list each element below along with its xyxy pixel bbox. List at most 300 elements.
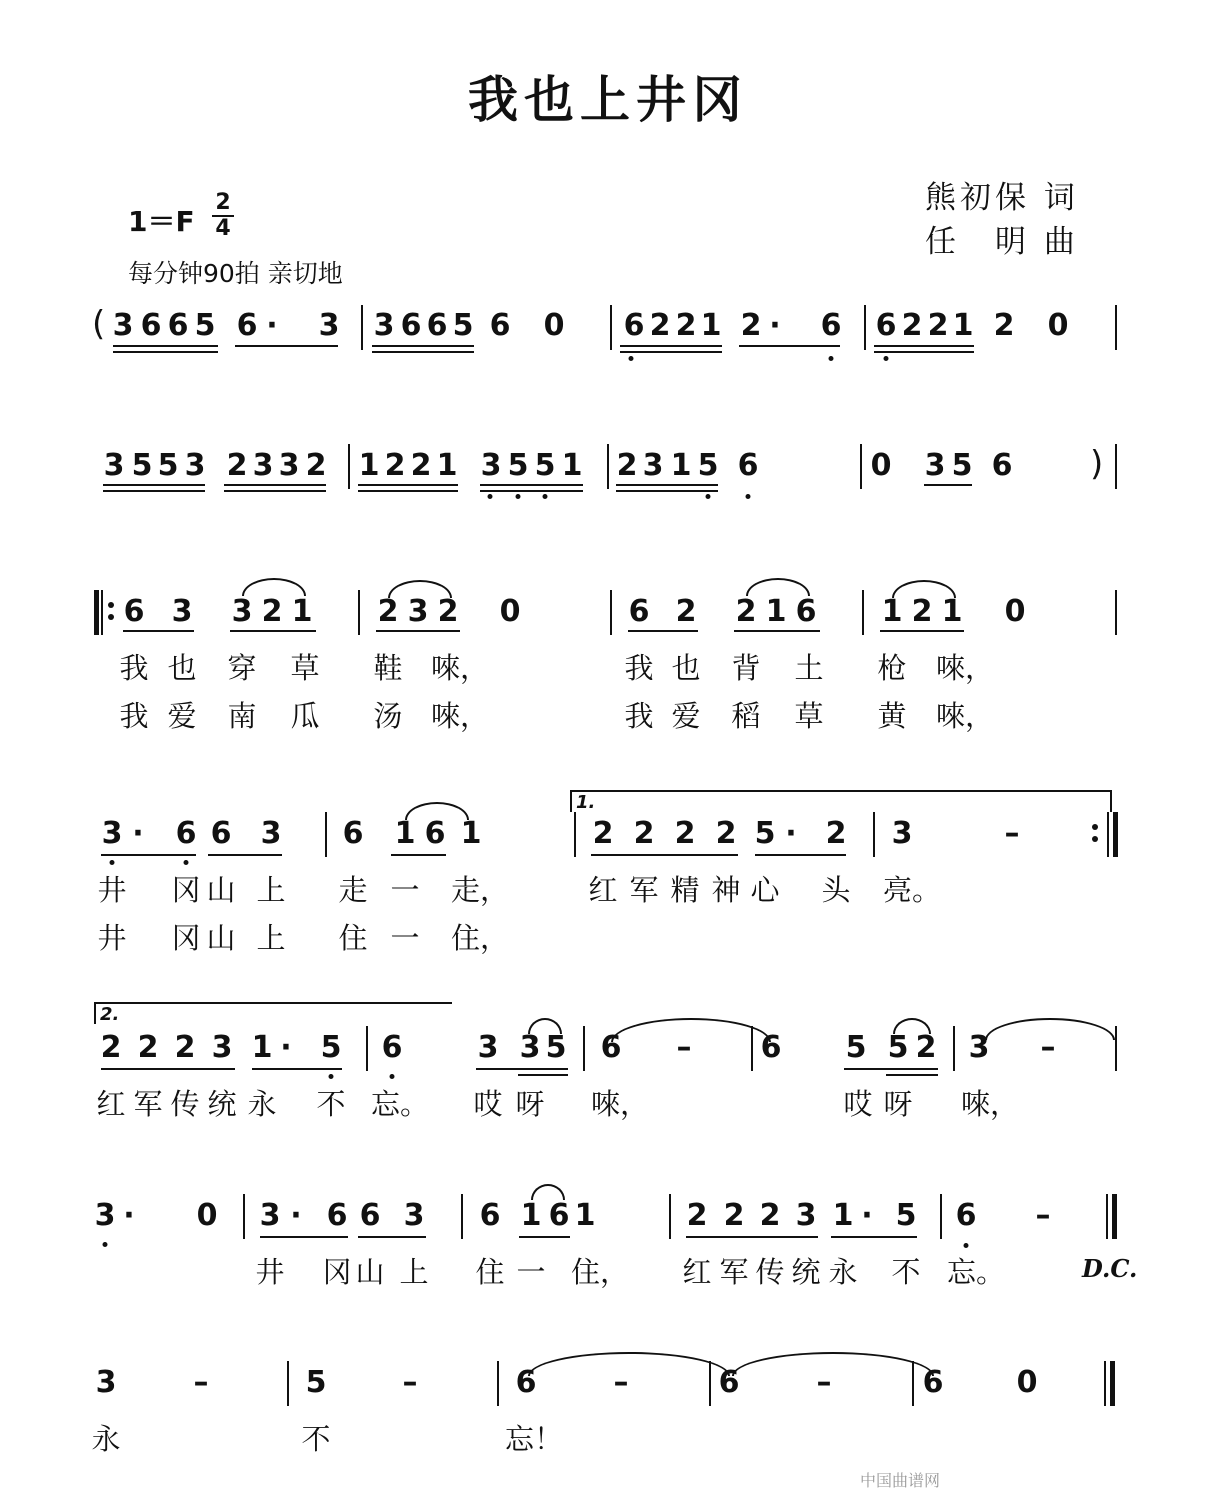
note: 6 [426, 308, 448, 343]
barline [1115, 590, 1117, 635]
barline [1113, 812, 1118, 857]
low-octave-dot [329, 1074, 334, 1079]
note: 3 [94, 1198, 116, 1233]
note: 3 [252, 448, 274, 483]
barline [669, 1194, 671, 1239]
note: 3 [260, 816, 282, 851]
note: · [132, 816, 144, 851]
da-capo-mark: D.C. [1082, 1254, 1138, 1283]
slur-tie [611, 1018, 771, 1042]
note: – [1004, 816, 1020, 851]
lyric: 走 [338, 873, 368, 907]
low-octave-dot [103, 1242, 108, 1247]
note: 3 [101, 816, 123, 851]
beam-underline [734, 630, 820, 632]
note: 3 [171, 594, 193, 629]
slur-tie [405, 802, 469, 820]
lyric: 不 [301, 1422, 331, 1456]
beam-underline [358, 484, 458, 486]
beam-underline [260, 1236, 348, 1238]
note: 3 [968, 1030, 990, 1065]
note: · [861, 1198, 873, 1233]
note: 2 [305, 448, 327, 483]
barline [348, 444, 350, 489]
lyric-verse2: 一 [390, 921, 420, 955]
lyric: 鞋 [373, 651, 403, 685]
slur-tie [242, 578, 306, 596]
lyric: 土 [794, 651, 824, 685]
note: · [769, 308, 781, 343]
barline [574, 812, 576, 857]
note: 2 [911, 594, 933, 629]
beam-underline [208, 854, 282, 856]
lyric: 唻， [935, 651, 995, 685]
lyric: 也 [671, 651, 701, 685]
low-octave-dot [110, 860, 115, 865]
note: 5 [697, 448, 719, 483]
lyric: 红 [682, 1255, 712, 1289]
lyric: 忘。 [370, 1087, 430, 1121]
lyric: 统 [207, 1087, 237, 1121]
note: 3 [278, 448, 300, 483]
note: 6 [623, 308, 645, 343]
note: 0 [543, 308, 565, 343]
beam-underline [886, 1074, 938, 1076]
barline [461, 1194, 463, 1239]
lyric-verse2: 瓜 [290, 699, 320, 733]
note: 2 [715, 816, 737, 851]
barline [610, 305, 612, 350]
note: 3 [480, 448, 502, 483]
note: 6 [548, 1198, 570, 1233]
note: 5 [845, 1030, 867, 1065]
note: 6 [140, 308, 162, 343]
lyric: 头 [821, 873, 851, 907]
barline [860, 444, 862, 489]
note: 6 [628, 594, 650, 629]
note: 2 [723, 1198, 745, 1233]
volta1-label: 1. [576, 792, 596, 813]
barline [94, 590, 99, 635]
note: 2 [137, 1030, 159, 1065]
lyric: 山 [355, 1255, 385, 1289]
beam-underline [518, 1074, 568, 1076]
note: 6 [342, 816, 364, 851]
beam-underline [235, 345, 338, 347]
barline [366, 1026, 368, 1071]
note: 1 [436, 448, 458, 483]
note: – [816, 1365, 832, 1400]
watermark: 中国曲谱网 [860, 1471, 941, 1490]
lyric: 红 [588, 873, 618, 907]
lyric-verse2: 草 [794, 699, 824, 733]
barline [1115, 444, 1117, 489]
slur-tie [528, 1352, 730, 1376]
beam-underline [874, 345, 974, 347]
lyric: 哎 [843, 1087, 873, 1121]
note: 6 [600, 1030, 622, 1065]
low-octave-dot [629, 356, 634, 361]
barline [1112, 1194, 1117, 1239]
lyric: 红 [96, 1087, 126, 1121]
lyric-verse2: 黄 [877, 699, 907, 733]
note: 5 [507, 448, 529, 483]
lyric-verse2: 我 [624, 699, 654, 733]
lyric: 一 [516, 1255, 546, 1289]
note: 6 [359, 1198, 381, 1233]
lyric: 草 [290, 651, 320, 685]
lyric-verse2: 我 [119, 699, 149, 733]
lyric: 枪 [877, 651, 907, 685]
lyric: 军 [629, 873, 659, 907]
lyric-verse2: 井 [97, 921, 127, 955]
lyric: 哎 [473, 1087, 503, 1121]
note: 0 [499, 594, 521, 629]
barline [610, 590, 612, 635]
repeat-dots [108, 596, 114, 626]
barline [101, 590, 103, 635]
note: 6 [991, 448, 1013, 483]
beam-underline [358, 490, 458, 492]
lyric: 唻， [590, 1087, 650, 1121]
lyric: 住 [475, 1255, 505, 1289]
lyric: 冈 [322, 1255, 352, 1289]
barline [287, 1361, 289, 1406]
note: 2 [740, 308, 762, 343]
lyric: 井 [255, 1255, 285, 1289]
beam-underline [123, 630, 194, 632]
barline [953, 1026, 955, 1071]
note: 2 [261, 594, 283, 629]
barline [361, 305, 363, 350]
volta-second-ending [94, 1002, 452, 1024]
note: 3 [519, 1030, 541, 1065]
barline [607, 444, 609, 489]
lyric-verse2: 南 [227, 699, 257, 733]
note: 2 [674, 816, 696, 851]
barline [1104, 1361, 1106, 1406]
note: 2 [993, 308, 1015, 343]
note: – [613, 1365, 629, 1400]
note: · [280, 1030, 292, 1065]
beam-underline [616, 484, 718, 486]
low-octave-dot [829, 356, 834, 361]
key-signature: 1＝F [128, 205, 195, 238]
lyric: 统 [791, 1255, 821, 1289]
beam-underline [101, 1068, 235, 1070]
note: · [785, 816, 797, 851]
note: 2 [437, 594, 459, 629]
note: 6 [479, 1198, 501, 1233]
lyric: 传 [170, 1087, 200, 1121]
low-octave-dot [543, 494, 548, 499]
note: 6 [737, 448, 759, 483]
lyric: 精 [670, 873, 700, 907]
beam-underline [113, 351, 218, 353]
lyric: 唻， [960, 1087, 1020, 1121]
time-numerator: 2 [215, 190, 231, 215]
low-octave-dot [184, 860, 189, 865]
beam-underline [476, 1068, 568, 1070]
note: 2 [915, 1030, 937, 1065]
beam-underline [628, 630, 698, 632]
barline [497, 1361, 499, 1406]
note: 1 [574, 1198, 596, 1233]
note: 1 [394, 816, 416, 851]
slur-tie [893, 1018, 931, 1034]
beam-underline [755, 854, 846, 856]
note: 3 [211, 1030, 233, 1065]
beam-underline [224, 484, 326, 486]
lyric-verse2: 上 [256, 921, 286, 955]
beam-underline [391, 854, 446, 856]
low-octave-dot [746, 494, 751, 499]
beam-underline [372, 351, 474, 353]
barline [864, 305, 866, 350]
barline [862, 590, 864, 635]
note: 6 [820, 308, 842, 343]
lyric: 井 [97, 873, 127, 907]
lyric-verse2: 住 [338, 921, 368, 955]
beam-underline [924, 484, 972, 486]
note: 6 [167, 308, 189, 343]
note: 3 [407, 594, 429, 629]
note: 3 [924, 448, 946, 483]
note: 2 [759, 1198, 781, 1233]
note: 1 [561, 448, 583, 483]
volta2-label: 2. [100, 1004, 120, 1025]
note: 1 [520, 1198, 542, 1233]
low-octave-dot [964, 1243, 969, 1248]
note: 5 [754, 816, 776, 851]
note: – [676, 1030, 692, 1065]
note: 5 [194, 308, 216, 343]
note: 3 [103, 448, 125, 483]
note: 1 [700, 308, 722, 343]
beam-underline [358, 1236, 426, 1238]
note: 2 [686, 1198, 708, 1233]
barline [1115, 1026, 1117, 1071]
note: 1 [251, 1030, 273, 1065]
note: 5 [305, 1365, 327, 1400]
slur-tie [388, 580, 452, 598]
lyric-verse2: 爱 [167, 699, 197, 733]
barline [1107, 812, 1109, 857]
note: 5 [951, 448, 973, 483]
note: 5 [895, 1198, 917, 1233]
beam-underline [376, 630, 460, 632]
note: 6 [795, 594, 817, 629]
beam-underline [686, 1236, 818, 1238]
beam-underline [620, 351, 722, 353]
beam-underline [480, 490, 583, 492]
note: 6 [123, 594, 145, 629]
note: 6 [922, 1365, 944, 1400]
note: 0 [1004, 594, 1026, 629]
lyric-verse2: 唻， [430, 699, 490, 733]
lyric: 一 [390, 873, 420, 907]
note: 5 [534, 448, 556, 483]
lyric: 山 [206, 873, 236, 907]
note: · [266, 308, 278, 343]
barline [325, 812, 327, 857]
low-octave-dot [488, 494, 493, 499]
lyric: 背 [731, 651, 761, 685]
note: 6 [175, 816, 197, 851]
barline [1115, 305, 1117, 350]
note: 1 [460, 816, 482, 851]
lyric-verse2: 冈 [171, 921, 201, 955]
beam-underline [230, 630, 316, 632]
barline [1106, 1194, 1108, 1239]
note: 3 [477, 1030, 499, 1065]
note: 1 [291, 594, 313, 629]
note: 0 [870, 448, 892, 483]
note: 3 [231, 594, 253, 629]
barline [940, 1194, 942, 1239]
slur-tie [531, 1184, 565, 1200]
barline [358, 590, 360, 635]
note: 6 [236, 308, 258, 343]
close-paren: ) [1090, 444, 1104, 484]
note: 3 [95, 1365, 117, 1400]
time-denominator: 4 [215, 216, 231, 241]
note: 1 [952, 308, 974, 343]
beam-underline [252, 1068, 342, 1070]
beam-underline [480, 484, 583, 486]
slur-tie [985, 1018, 1115, 1040]
low-octave-dot [706, 494, 711, 499]
lyric: 冈 [171, 873, 201, 907]
slur-tie [528, 1018, 562, 1034]
barline [243, 1194, 245, 1239]
note: – [1040, 1030, 1056, 1065]
note: 3 [318, 308, 340, 343]
lyric: 忘。 [946, 1255, 1006, 1289]
lyric: 永 [828, 1255, 858, 1289]
note: 2 [592, 816, 614, 851]
lyric: 永 [247, 1087, 277, 1121]
lyric: 我 [624, 651, 654, 685]
beam-underline [101, 854, 196, 856]
note: 2 [825, 816, 847, 851]
note: 3 [184, 448, 206, 483]
note: 2 [100, 1030, 122, 1065]
note: 6 [400, 308, 422, 343]
note: 0 [1047, 308, 1069, 343]
slur-tie [746, 578, 810, 596]
note: 2 [675, 308, 697, 343]
note: 2 [226, 448, 248, 483]
lyric: 也 [167, 651, 197, 685]
note: 2 [616, 448, 638, 483]
note: 5 [131, 448, 153, 483]
note: 6 [955, 1198, 977, 1233]
lyric-verse2: 住， [450, 921, 510, 955]
note: · [290, 1198, 302, 1233]
note: – [193, 1365, 209, 1400]
beam-underline [880, 630, 964, 632]
note: 6 [760, 1030, 782, 1065]
note: 6 [489, 308, 511, 343]
slur-tie [732, 1352, 934, 1376]
beam-underline [103, 490, 205, 492]
beam-underline [113, 345, 218, 347]
note: 5 [157, 448, 179, 483]
beam-underline [831, 1236, 917, 1238]
beam-underline [620, 345, 722, 347]
lyricist-credit: 熊初保 词 [925, 180, 1079, 216]
beam-underline [372, 345, 474, 347]
low-octave-dot [390, 1074, 395, 1079]
note: 2 [377, 594, 399, 629]
barline [873, 812, 875, 857]
note: 6 [381, 1030, 403, 1065]
open-paren: ( [92, 304, 106, 344]
beam-underline [224, 490, 326, 492]
note: 1 [765, 594, 787, 629]
note: 2 [633, 816, 655, 851]
note: · [123, 1198, 135, 1233]
lyric: 军 [719, 1255, 749, 1289]
note: 5 [545, 1030, 567, 1065]
lyric: 我 [119, 651, 149, 685]
note: 6 [210, 816, 232, 851]
lyric: 军 [133, 1087, 163, 1121]
lyric-verse2: 唻， [935, 699, 995, 733]
note: 6 [515, 1365, 537, 1400]
note: 3 [403, 1198, 425, 1233]
beam-underline [519, 1236, 570, 1238]
note: 6 [718, 1365, 740, 1400]
note: 3 [891, 816, 913, 851]
lyric: 走， [450, 873, 510, 907]
note: 5 [887, 1030, 909, 1065]
lyric: 不 [891, 1255, 921, 1289]
slur-tie [892, 580, 956, 598]
note: 6 [424, 816, 446, 851]
note: 0 [1016, 1365, 1038, 1400]
time-signature [212, 192, 234, 240]
note: 2 [901, 308, 923, 343]
lyric: 永 [91, 1422, 121, 1456]
volta-first-ending [570, 790, 1112, 812]
note: 1 [941, 594, 963, 629]
beam-underline [616, 490, 718, 492]
note: 2 [649, 308, 671, 343]
note: 3 [642, 448, 664, 483]
note: 2 [384, 448, 406, 483]
beam-underline [591, 854, 738, 856]
lyric: 上 [256, 873, 286, 907]
note: 5 [320, 1030, 342, 1065]
lyric-verse2: 山 [206, 921, 236, 955]
note: 2 [927, 308, 949, 343]
note: 3 [795, 1198, 817, 1233]
barline [1110, 1361, 1115, 1406]
lyric: 亮。 [882, 873, 942, 907]
lyric: 忘！ [504, 1422, 564, 1456]
note: 2 [410, 448, 432, 483]
note: 2 [735, 594, 757, 629]
beam-underline [874, 351, 974, 353]
low-octave-dot [516, 494, 521, 499]
note: – [402, 1365, 418, 1400]
note: 3 [112, 308, 134, 343]
note: 6 [326, 1198, 348, 1233]
lyric: 住， [570, 1255, 630, 1289]
lyric: 传 [755, 1255, 785, 1289]
